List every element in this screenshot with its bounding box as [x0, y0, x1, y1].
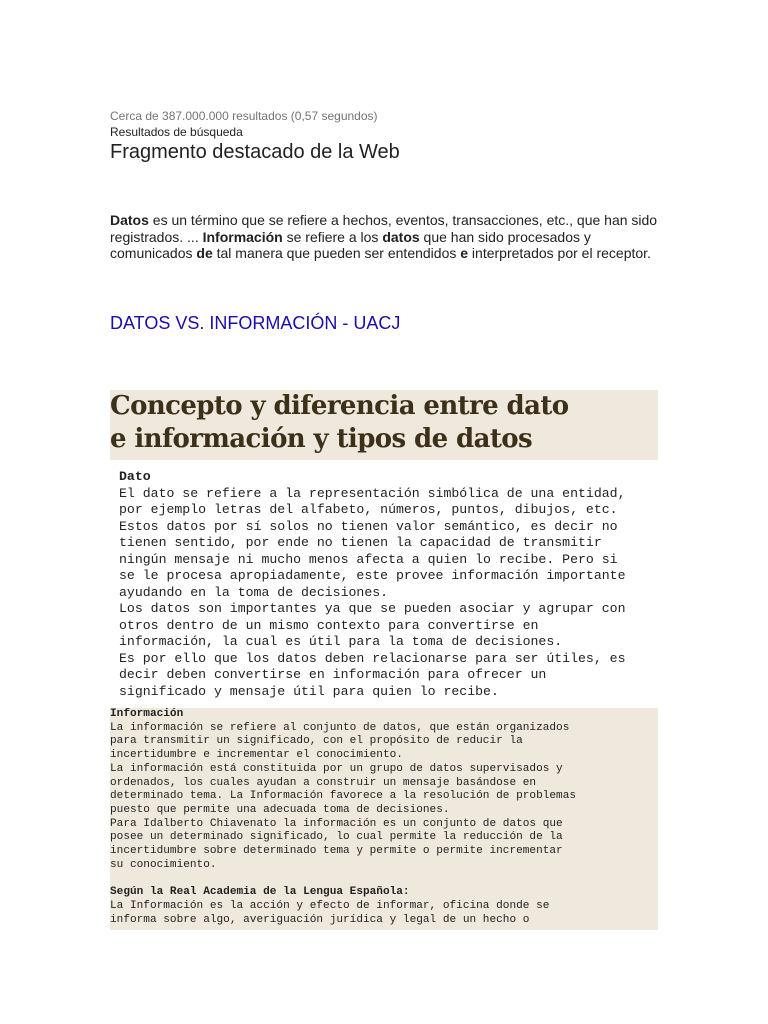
article-title-box [110, 390, 658, 460]
snippet-segment: datos [382, 228, 420, 245]
article-title [110, 390, 658, 456]
snippet-segment: tal manera que pueden ser entendidos [212, 245, 461, 261]
dato-body: El dato se refiere a la representación simbólica de una entidad, por ejemplo letras del alfabeto, números, puntos, dibujos, etc. Estos datos por sí solos no tienen valor semántico, es decir no tienen sentido, por ende no tienen la capacidad de transmitir ningún mensaje ni mucho menos afecta a quien lo recibe. Pero si se le procesa apropiadamente, este provee información importante ayudando en la toma de decisiones. Los datos son importantes ya que se pueden asociar y agrupar con otros dentro de un mismo contexto para convertirse en información, la cual es útil para la toma de decisiones. Es por ello que los datos deben relacionarse para ser útiles, es decir deben convertirse en información para ofrecer un significado y mensaje útil para quien lo recibe. [119, 485, 626, 699]
rae-body: La Información es la acción y efecto de informar, oficina donde se informa sobre algo, averiguación jurídica y legal de un hecho o [110, 899, 550, 926]
rae-heading: Según la Real Academia de la Lengua Española: [110, 886, 410, 899]
informacion-heading: Información [110, 708, 184, 720]
results-label: Resultados de búsqueda [110, 125, 243, 139]
snippet-segment: e [460, 245, 469, 261]
dato-heading: Dato [119, 469, 151, 484]
featured-snippet-text [110, 212, 670, 262]
informacion-section [110, 708, 658, 930]
source-link[interactable]: DATOS VS. INFORMACIÓN - UACJ [110, 313, 401, 333]
article-title-line: Concepto y diferencia entre dato [110, 391, 569, 421]
featured-snippet-heading: Fragmento destacado de la Web [110, 141, 400, 163]
snippet-segment: Datos [110, 212, 149, 228]
snippet-segment: Información [202, 228, 283, 245]
informacion-body: La información se refiere al conjunto de datos, que están organizados para transmitir un significado, con el propósito de reducir la incertidumbre e incrementar el conocimiento. La información está constituida por un grupo de datos supervisados y ordenados, los cuales ayudan a construir un mensaje basándose en determinado tema. La Información favorece a la resolución de problemas puesto que permite una adecuada toma de decisiones. Para Idalberto Chiavenato la información es un conjunto de datos que posee un determinado significado, lo cual permite la reducción de la incertidumbre sobre determinado tema y permite o permite incrementar su conocimiento. [110, 721, 577, 871]
snippet-segment: de [196, 245, 213, 261]
snippet-segment: es un término que se refiere a hechos, eventos, transacciones, etc., que han sido registrados. ... [110, 212, 658, 245]
dato-section [119, 469, 729, 700]
results-stats: Cerca de 387.000.000 resultados (0,57 segundos) [110, 109, 378, 123]
snippet-segment: que han sido procesados y comunicados [110, 228, 591, 261]
snippet-segment: interpretados por el receptor. [468, 245, 651, 261]
article-title-line: e información y tipos de datos [110, 424, 533, 454]
snippet-segment: se refiere a los [282, 228, 383, 245]
